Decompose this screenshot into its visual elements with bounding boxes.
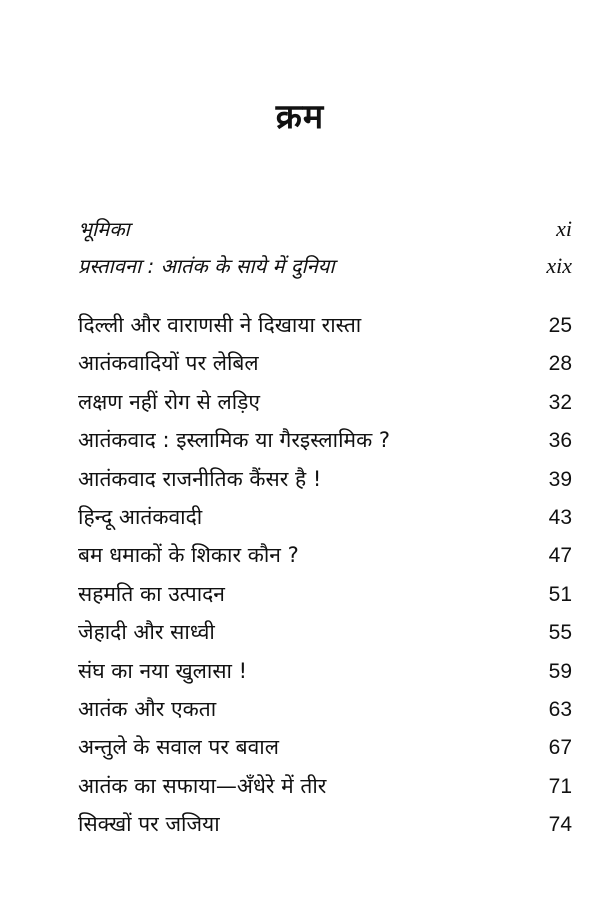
toc-entry-label: सहमति का उत्पादन <box>78 581 225 606</box>
toc-entry-page: 67 <box>548 736 572 760</box>
toc-entry[interactable] <box>78 465 572 503</box>
toc-entry-page: 25 <box>548 314 572 337</box>
toc-entry-page: 28 <box>548 352 572 376</box>
toc-entry[interactable] <box>78 311 572 349</box>
toc-entry-page: 32 <box>548 390 572 414</box>
toc-entry-label: भूमिका <box>78 217 130 241</box>
toc-entry[interactable] <box>78 580 572 618</box>
toc-entry[interactable] <box>78 426 572 464</box>
toc-entry[interactable] <box>78 618 572 656</box>
front-matter-list <box>78 215 572 289</box>
chapter-list <box>78 311 572 848</box>
toc-entry-page: 55 <box>548 621 572 645</box>
toc-entry-label: आतंकवाद राजनीतिक कैंसर है ! <box>78 466 322 491</box>
toc-entry-page: 36 <box>548 429 572 453</box>
toc-entry[interactable] <box>78 503 572 541</box>
toc-entry-page: 71 <box>548 774 572 798</box>
toc-entry-page: xix <box>546 253 572 278</box>
toc-entry-label: अन्तुले के सवाल पर बवाल <box>78 735 279 760</box>
toc-entry[interactable] <box>78 810 572 848</box>
toc-entry-page: 43 <box>548 505 572 529</box>
toc-entry-label: सिक्खों पर जजिया <box>78 812 220 837</box>
toc-entry-label: जेहादी और साध्वी <box>78 620 215 645</box>
toc-entry-label: आतंकवादियों पर लेबिल <box>78 351 259 376</box>
toc-entry-introduction[interactable] <box>78 252 572 289</box>
toc-entry-page: 74 <box>548 813 572 837</box>
toc-entry-page: 63 <box>548 697 572 721</box>
toc-entry[interactable] <box>78 388 572 426</box>
toc-entry-label: संघ का नया खुलासा ! <box>78 658 248 683</box>
toc-entry[interactable] <box>78 541 572 579</box>
toc-entry-label: आतंक और एकता <box>78 696 217 721</box>
toc-entry-page: 51 <box>548 582 572 606</box>
toc-entry-label: लक्षण नहीं रोग से लड़िए <box>78 389 260 414</box>
toc-entry[interactable] <box>78 772 572 810</box>
page-title: क्रम <box>275 97 325 137</box>
toc-entry-label: बम धमाकों के शिकार कौन ? <box>78 543 299 568</box>
toc-entry-page: xi <box>556 216 572 241</box>
toc-entry[interactable] <box>78 695 572 733</box>
toc-entry-page: 59 <box>548 659 572 683</box>
toc-entry-page: 47 <box>548 544 572 568</box>
toc-entry-label: हिन्दू आतंकवादी <box>78 504 203 529</box>
toc-entry-preface[interactable] <box>78 215 572 252</box>
toc-entry-label: आतंक का सफाया—अँधेरे में तीर <box>78 773 327 798</box>
toc-entry-label: दिल्ली और वाराणसी ने दिखाया रास्ता <box>78 313 362 337</box>
toc-entry[interactable] <box>78 657 572 695</box>
toc-entry-label: आतंकवाद : इस्लामिक या गैरइस्लामिक ? <box>78 428 391 453</box>
toc-entry-label: प्रस्तावना : आतंक के साये में दुनिया <box>78 254 335 278</box>
toc-entry[interactable] <box>78 349 572 387</box>
toc-entry[interactable] <box>78 733 572 771</box>
toc-entry-page: 39 <box>548 467 572 491</box>
